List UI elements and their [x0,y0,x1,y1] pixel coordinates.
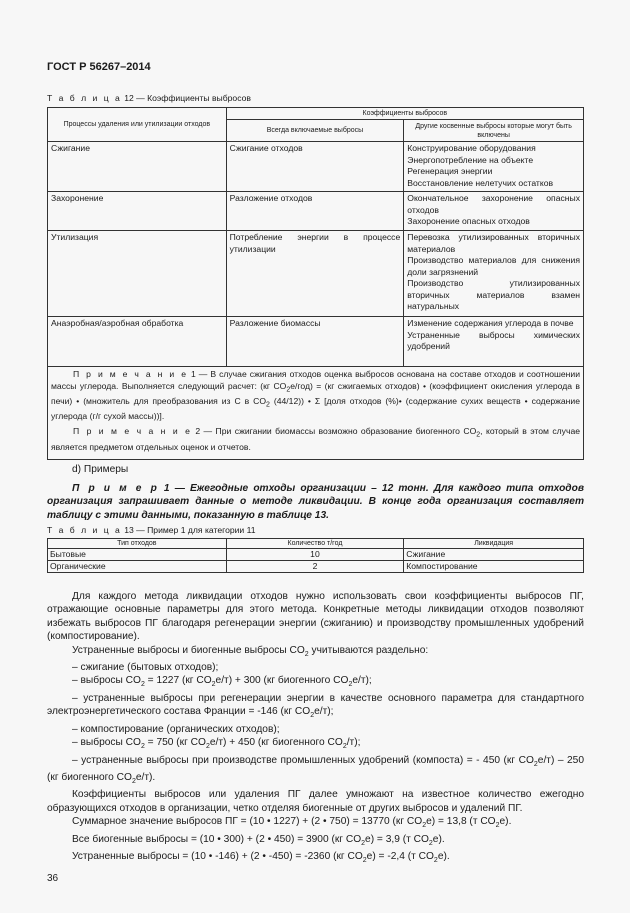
table-row: Сжигание Сжигание отходов Конструирование оборудования Энергопотребление на объекте Регенерация энергии Восстановление нелетучих остатков [48,142,584,192]
example-1: П р и м е р 1 — Ежегодные отходы организации – 12 тонн. Для каждого типа отходов организация запрашивает данные о методе ликвидации. В конце года организация составляет таблицу с этими данными, показанную в таблице 13. [47,483,584,521]
section-d-heading: d) Примеры [72,464,129,475]
note-1: П р и м е ч а н и е 1 — В случае сжигания отходов оценка выбросов основана на составе отходов и соотношении массы углерода. Выполняется следующий расчет: (кг $CO_2е/год) = (кг$ сжигаемых отходов) • (коэффициент окисления углерода в печи) • (множитель для преобразования из C в $CO_2$ (44/12)) • Σ [доля отходов (%)• (содержание сухих веществ • содержание углерода (г/г сухой массы))]. [51,369,580,421]
page-number: 36 [47,873,59,884]
table-row: Утилизация Потребление энергии в процессе утилизации Перевозка утилизированных вторичных материалов Производство материалов для снижения доли загрязнений Производство утилизированных вторичных материалов взамен натуральных [48,231,584,317]
emission-factors-table [47,107,584,460]
waste-example-table [47,538,584,573]
table-row: Захоронение Разложение отходов Окончательное захоронение опасных отходов Захоронение опасных отходов [48,192,584,231]
table12-caption: Т а б л и ц а 12 — Коэффициенты выбросов [47,93,251,103]
body-text: Для каждого метода ликвидации отходов нужно использовать свои коэффициенты выбросов ПГ, отражающие основные параметры для этого метода. Конкретные методы ликвидации отходов позволяют избежать выбросов ПГ благодаря регенерации энергии (сжиганию) и производству промышленных удобрений (компостирование). Устраненные выбросы и биогенные выбросы $CO_2$ учитываются раздельно: – сжигание (бытовых отходов); – выбросы $CO_2 = 1227$ (кг $CO_2е/т) + 300$ (кг биогенного $CO_2е/т$); – устраненные выбросы при регенерации энергии в качестве основного параметра для стандартного электроэнергетического состава Франции = -146 (кг $CO_2е/т$); – компостирование (органических отходов); – выбросы $CO_2 = 750$ (кг $CO_2е/т) + 450$ (кг биогенного $CO_2/т$); – устраненные выбросы при производстве промышленных удобрений (компоста) = - 450 (кг $CO_2е/т) - 250$ (кг биогенного $CO_2е/т$). Коэффициенты выбросов или удаления ПГ далее умножают на известное количество ежегодно образующихся отходов в организации, четко отделяя биогенные от других выбросов и удалений ПГ. Суммарное значение выбросов ПГ = (10 • 1227) + (2 • 750) = 13770 (кг $CO_2е) = 13,8$ (т $CO_2е$). Все биогенные выбросы = (10 • 300) + (2 • 450) = 3900 (кг $CO_2е) = 3,9$ (т $CO_2е$). Устраненные выбросы = (10 • -146) + (2 • -450) = -2360 (кг $CO_2е) = -2,4$ (т $CO_2е$). [47,591,584,865]
col-header-always: Всегда включаемые выбросы [226,120,404,142]
table-row: Органические 2 Компостирование [48,561,584,573]
col-header-quantity: Количество т/год [226,539,404,549]
col-header-waste-type: Тип отходов [48,539,227,549]
col-header-disposal: Ликвидация [404,539,584,549]
col-header-other: Другие косвенные выбросы которые могут быть включены [404,120,584,142]
table12-notes [48,367,584,460]
document-header: ГОСТ Р 56267–2014 [47,61,151,73]
group-header-factors: Коэффициенты выбросов [226,108,583,120]
table-row: Анаэробная/аэробная обработка Разложение биомассы Изменение содержания углерода в почве Устраненные выбросы химических удобрений [48,317,584,367]
col-header-process: Процессы удаления или утилизации отходов [48,108,227,142]
note-2: П р и м е ч а н и е 2 — При сжигании биомассы возможно образование биогенного $CO_2$, который в этом случае является предметом отдельных оценок и отчетов. [51,426,581,452]
table13-caption: Т а б л и ц а 13 — Пример 1 для категории 11 [47,525,256,535]
table-row: Бытовые 10 Сжигание [48,549,584,561]
